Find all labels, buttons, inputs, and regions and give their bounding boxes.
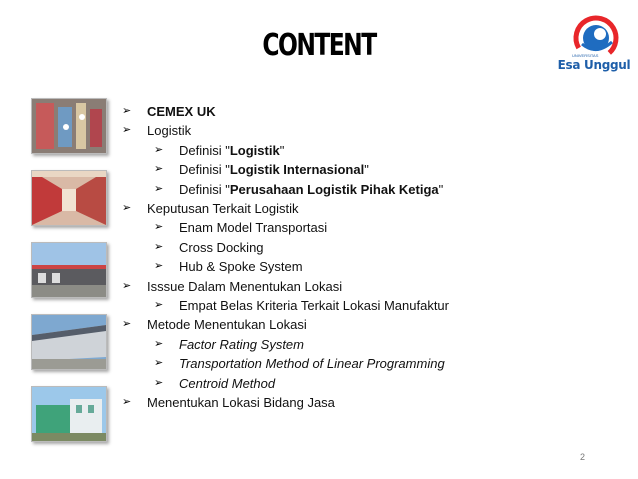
arrow-bullet-icon: ➢	[122, 105, 132, 117]
outline-item	[122, 199, 449, 218]
outline-text-part: Transportation Method of Linear Programming	[179, 356, 445, 372]
outline-text-part: Logistik Internasional	[229, 162, 365, 178]
logo-name: Esa Unggul	[557, 58, 631, 72]
outline-subitem	[122, 218, 449, 237]
store-aisle-photo	[31, 170, 107, 226]
outline-text	[147, 315, 307, 334]
outline-subitem	[122, 180, 449, 199]
outline-text	[147, 102, 216, 121]
outline-item	[122, 102, 449, 121]
arrow-bullet-icon: ➢	[154, 182, 164, 195]
outline-subitem	[122, 141, 449, 160]
arrow-bullet-icon: ➢	[154, 163, 164, 176]
outline-text	[179, 218, 327, 237]
outline-text	[179, 257, 303, 276]
outline-text-part: "	[364, 162, 369, 178]
outline-text-part: Logistik	[229, 142, 280, 158]
outline-text-part: Isssue Dalam Menentukan Lokasi	[147, 278, 343, 294]
arrow-bullet-icon: ➢	[154, 143, 164, 156]
outline-text-part: "	[438, 181, 444, 197]
arrow-bullet-icon: ➢	[154, 240, 164, 253]
arrow-bullet-icon: ➢	[122, 396, 132, 409]
outline-text	[147, 199, 299, 218]
outline-text-part: Metode Menentukan Lokasi	[147, 317, 307, 333]
outline-text	[179, 180, 443, 199]
outline-text	[147, 393, 335, 412]
university-logo-icon	[560, 12, 630, 84]
outline-subitem	[122, 296, 449, 315]
outline-text-part: Empat Belas Kriteria Terkait Lokasi Manufaktur	[179, 298, 449, 314]
arrow-bullet-icon: ➢	[154, 260, 164, 273]
outline-text-part: Menentukan Lokasi Bidang Jasa	[147, 395, 335, 411]
outline-text-part: Keputusan Terkait Logistik	[147, 201, 299, 217]
outline-subitem	[122, 160, 449, 179]
outline-text	[179, 296, 449, 315]
outline-text	[179, 141, 284, 160]
outline-text-part: Cross Docking	[179, 239, 264, 255]
outline-text	[179, 335, 304, 354]
outline-subitem	[122, 238, 449, 257]
outline-text	[179, 160, 369, 179]
logo-caption: UNIVERSITAS	[572, 53, 599, 58]
arrow-bullet-icon: ➢	[122, 318, 132, 331]
supermarket-aerial-photo	[31, 98, 107, 154]
outline-text-part: Definisi "	[179, 162, 230, 178]
arrow-bullet-icon: ➢	[122, 124, 132, 137]
outline-text-part: Definisi "	[179, 142, 230, 158]
outline-text	[179, 238, 264, 257]
arrow-bullet-icon: ➢	[154, 357, 164, 370]
outline-text	[179, 354, 445, 373]
arrow-bullet-icon: ➢	[154, 337, 164, 350]
outline-item	[122, 315, 449, 334]
outline-text	[179, 374, 275, 393]
outline-subitem	[122, 335, 449, 354]
page-number: 2	[580, 452, 586, 462]
content-outline	[122, 102, 449, 413]
arrow-bullet-icon: ➢	[154, 299, 164, 312]
outline-text-part: "	[279, 142, 285, 158]
outline-text	[147, 121, 191, 140]
outline-text-part: Logistik	[147, 123, 192, 139]
outline-subitem	[122, 354, 449, 373]
outline-text-part: Enam Model Transportasi	[179, 220, 328, 236]
outline-text-part: Hub & Spoke System	[179, 259, 303, 275]
outline-item	[122, 277, 449, 296]
outline-item	[122, 121, 449, 140]
outline-text	[147, 277, 342, 296]
arrow-bullet-icon: ➢	[154, 221, 164, 234]
outline-subitem	[122, 257, 449, 276]
warehouse-building-photo	[31, 242, 107, 298]
outline-text-part: Perusahaan Logistik Pihak Ketiga	[229, 181, 439, 197]
arrow-bullet-icon: ➢	[122, 202, 132, 215]
outline-item	[122, 393, 449, 412]
arrow-bullet-icon: ➢	[122, 279, 132, 292]
green-factory-building-photo	[31, 386, 107, 442]
arrow-bullet-icon: ➢	[154, 376, 164, 389]
outline-text-part: Factor Rating System	[179, 336, 304, 352]
outline-subitem	[122, 374, 449, 393]
outline-text-part: CEMEX UK	[147, 104, 216, 119]
outline-text-part: Centroid Method	[179, 375, 276, 391]
slide-title: CONTENT	[262, 28, 376, 63]
outline-text-part: Definisi "	[179, 181, 230, 197]
distribution-center-photo	[31, 314, 107, 370]
